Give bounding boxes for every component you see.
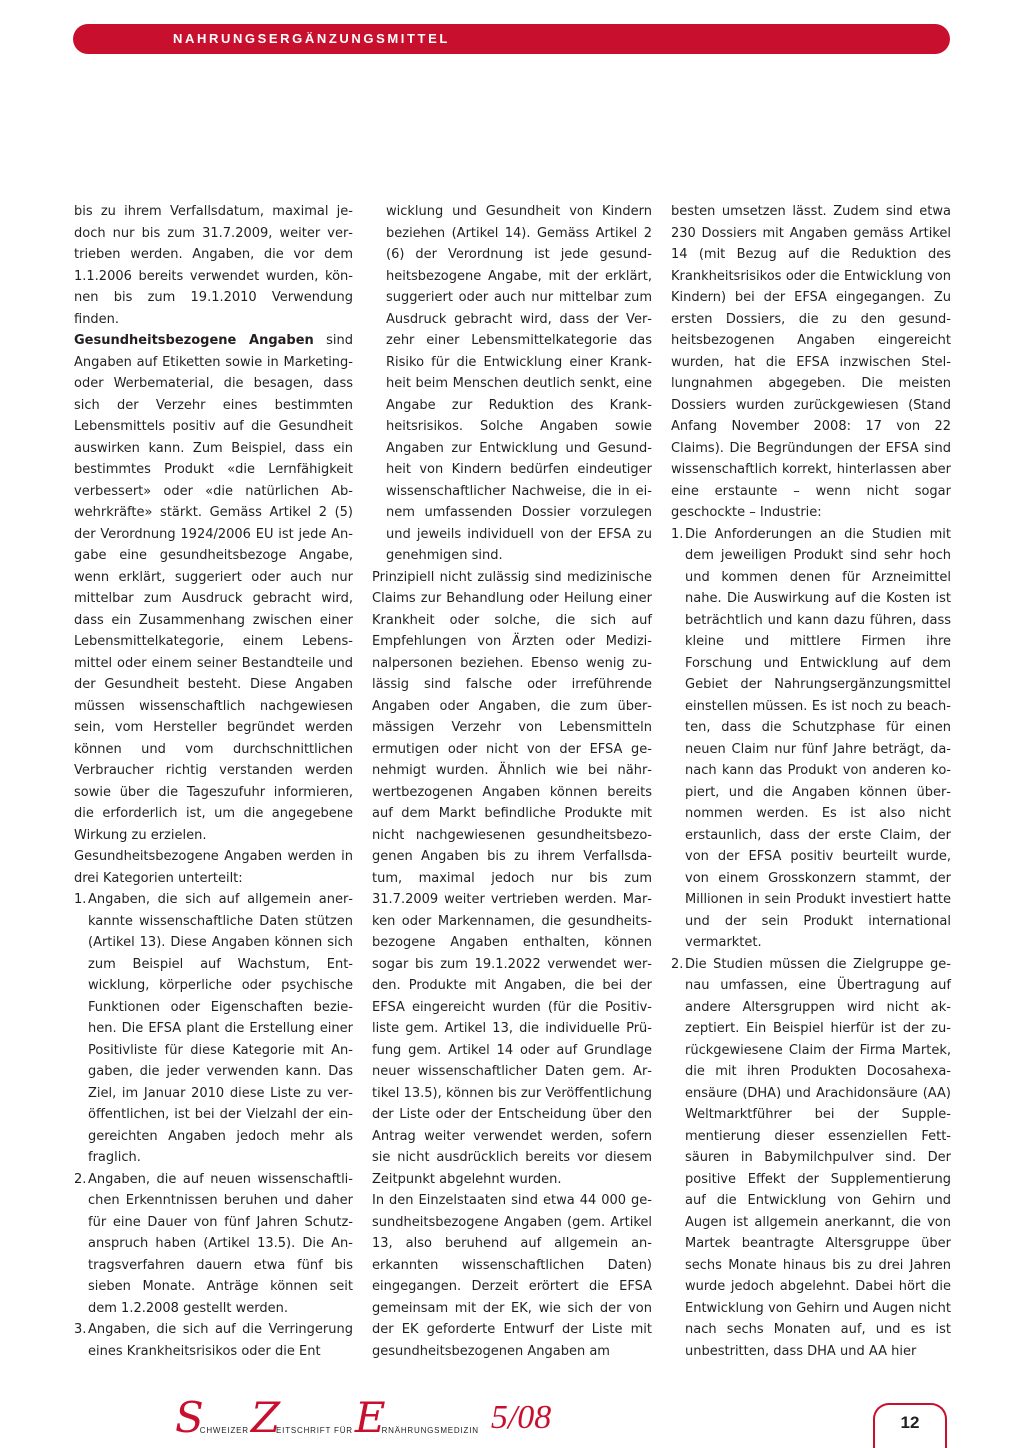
- logo-word-zeitschrift: EITSCHRIFT FÜR: [276, 1426, 353, 1435]
- list-item-number: 2.: [671, 956, 684, 972]
- paragraph: wicklung und Gesundheit von Kindern beziehen (Artikel 14). Gemäss Artikel 2 (6) der Verordnung ist jede gesundheitsbezogene Angabe, mit der erklärt, suggeriert oder auch nur mittelbar zum Ausdruck gebracht wird, dass der Verzehr einer Lebensmittelkategorie das Risiko für die Entwicklung einer Krankheit beim Menschen deutlich senkt, eine Angabe zur Reduktion des Krankheitsrisikos. Solche Angaben sowie Angaben zur Entwicklung und Gesundheit von Kindern bedürfen eindeutiger wissenschaftlicher Nachweise, die in einem umfassenden Dossier vorzulegen und jeweils individuell von der EFSA zu genehmigen sind.: [386, 204, 652, 563]
- paragraph: [74, 330, 353, 846]
- logo-letter-s: S: [175, 1393, 204, 1442]
- section-header-bar: [73, 24, 950, 54]
- list-item: [671, 954, 951, 1363]
- list-item: [74, 1169, 353, 1320]
- list-item: [74, 889, 353, 1169]
- list-item-number: 3.: [74, 1322, 87, 1337]
- journal-logo: [175, 1393, 595, 1443]
- page-number-badge: [873, 1403, 947, 1448]
- text-column-2: [372, 201, 652, 1362]
- list-item-text: Die Studien müssen die Zielgruppe genau umfassen, eine Übertragung auf andere Altersgruppen wird nicht akzeptiert. Ein Beispiel hierfür ist der zurückgewiesene Claim der Firma Martek, die mit ihren Produkten Docosahexaensäure (DHA) und Arachidonsäure (AA) Weltmarktführer bei der Supplementierung dieser essenziellen Fettsäuren in Babymilchpulver sind. Der positive Effekt der Supplementierung auf die Entwicklung von Gehirn und Augen ist allgemein anerkannt, die von Martek beantragte Altersgruppe über sechs Monate hinaus bis zu drei Jahren wurde jedoch abgelehnt. Dabei hört die Entwicklung von Gehirn und Augen nicht nach sechs Monaten auf, und es ist unbestritten, dass DHA und AA hier: [685, 956, 951, 1359]
- list-item-number: 1.: [671, 526, 684, 542]
- page-number: 12: [900, 1413, 920, 1432]
- list-item-number: 1.: [74, 892, 87, 907]
- section-title: NAHRUNGSERGÄNZUNGSMITTEL: [173, 31, 450, 46]
- list-item-text: Angaben, die sich auf allgemein anerkannte wissenschaftliche Daten stützen (Artikel 13). Diese Angaben können sich zum Beispiel auf Wachstum, Entwicklung, körperliche oder psychische Funktionen oder Eigenschaften beziehen. Die EFSA plant die Erstellung einer Positivliste für diese Kategorie mit Angaben, die jeder verwenden kann. Das Ziel, im Januar 2010 diese Liste zu veröffentlichen, ist bei der Vielzahl der eingereichten Angaben jedoch mehr als fraglich.: [88, 892, 353, 1165]
- logo-letter-z: Z: [250, 1393, 281, 1442]
- paragraph: besten umsetzen lässt. Zudem sind etwa 230 Dossiers mit Angaben gemäss Artikel 14 (mit Bezug auf die Reduktion des Krankheitsrisikos oder die Entwicklung von Kindern) bei der EFSA eingegangen. Zu ersten Dossiers, die zu den gesundheitsbezogenen Angaben eingereicht wurden, hat die EFSA inzwischen Stellungnahmen abgegeben. Die meisten Dossiers wurden zurückgewiesen (Stand Anfang November 2008: 17 von 22 Claims). Die Begründungen der EFSA sind wissenschaftlich korrekt, hinterlassen aber eine erstaunte – wenn nicht sogar geschockte – Industrie:: [671, 204, 951, 520]
- text-column-1: [74, 201, 353, 1362]
- issue-number: 5/08: [490, 1399, 552, 1436]
- list-item: [671, 524, 951, 954]
- paragraph: Prinzipiell nicht zulässig sind medizinische Claims zur Behandlung oder Heilung einer Krankheit oder solche, die sich auf Empfehlungen von Ärzten oder Medizinalpersonen beziehen. Ebenso wenig zulässig sind falsche oder irreführende Angaben oder Angaben, die zum übermässigen Verzehr von Lebensmitteln ermutigen oder nicht von der EFSA genehmigt wurden. Ähnlich wie bei nährwertbezogenen Angaben können bereits auf dem Markt befindliche Produkte mit nicht nachgewiesenen gesundheitsbezogenen Angaben bis zu ihrem Verfallsdatum, maximal jedoch nur bis zum 31.7.2009 weiter vertrieben werden. Marken oder Markennamen, die gesundheitsbezogene Angaben enthalten, können sogar bis zum 19.1.2022 verwendet werden. Produkte mit Angaben, die bei der EFSA eingereicht wurden (für die Positivliste gem. Artikel 13, die individuelle Prüfung gem. Artikel 14 oder auf Grundlage neuer wissenschaftlicher Daten gem. Artikel 13.5), können bis zur Veröffentlichung der Liste oder der Entscheidung über den Antrag weiter verwendet werden, sofern sie nicht ausdrücklich bereits vor diesem Zeitpunkt abgelehnt wurden.: [372, 569, 652, 1187]
- paragraph-lead: Gesundheitsbezogene Angaben: [74, 333, 314, 348]
- list-item-text: Angaben, die auf neuen wissenschaftlichen Erkenntnissen beruhen und daher für eine Dauer von fünf Jahren Schutzanspruch haben (Artikel 13.5). Die Antragsverfahren dauern etwa fünf bis sieben Monate. Anträge können seit dem 1.2.2008 gestellt werden.: [88, 1171, 353, 1316]
- logo-word-ernaehrungsmedizin: RNÄHRUNGSMEDIZIN: [381, 1426, 479, 1435]
- logo-letter-e: E: [354, 1393, 386, 1442]
- list-item-number: 2.: [74, 1171, 87, 1187]
- list-item-text: Angaben, die sich auf die Verringerung eines Krankheitsrisikos oder die Ent: [88, 1322, 353, 1359]
- paragraph-body: sind Angaben auf Etiketten sowie in Marketing- oder Werbematerial, die besagen, dass sich der Verzehr eines bestimmten Lebensmittels positiv auf die Gesundheit auswirken kann. Zum Beispiel, dass ein bestimmtes Produkt «die Lernfähigkeit verbessert» oder «die natürlichen Abwehrkräfte» stärkt. Gemäss Artikel 2 (5) der Verordnung 1924/2006 EU ist jede Angabe eine gesundheitsbezoge Angabe, wenn erklärt, suggeriert oder auch nur mittelbar zum Ausdruck gebracht wird, dass ein Zusammenhang zwischen einer Lebensmittelkategorie, einem Lebensmittel oder einem seiner Bestandteile und der Gesundheit besteht. Diese Angaben müssen wissenschaftlich nachgewiesen sein, vom Hersteller begründet werden können und vom durchschnittlichen Verbraucher richtig verstanden werden sowie über die Tageszufuhr informieren, die erforderlich ist, um die angegebene Wirkung zu erzielen.: [74, 333, 353, 843]
- paragraph: Gesundheitsbezogene Angaben werden in drei Kategorien unterteilt:: [74, 849, 353, 886]
- paragraph: bis zu ihrem Verfallsdatum, maximal jedoch nur bis zum 31.7.2009, weiter vertrieben werden. Angaben, die vor dem 1.1.2006 bereits verwendet wurden, können bis zum 19.1.2010 Verwendung finden.: [74, 204, 353, 327]
- list-item-text: Die Anforderungen an die Studien mit dem jeweiligen Produkt sind sehr hoch und kommen denen für Arzneimittel nahe. Die Auswirkung auf die Kosten ist beträchtlich und kann dazu führen, dass kleine und mittlere Firmen ihre Forschung und Entwicklung auf dem Gebiet der Nahrungsergänzungsmittel einstellen müssen. Es ist noch zu beachten, dass die Schutzphase für einen neuen Claim nur fünf Jahre beträgt, danach kann das Produkt von anderen kopiert, und die Angaben können übernommen werden. Es ist also nicht erstaunlich, dass der erste Claim, der von der EFSA positiv beurteilt wurde, von einem Grosskonzern stammt, der Millionen in sein Produkt investiert hatte und der sein Produkt international vermarktet.: [685, 526, 951, 950]
- logo-word-schweizer: CHWEIZER: [199, 1426, 249, 1435]
- list-item: [74, 1319, 353, 1362]
- text-column-3: [671, 201, 951, 1362]
- paragraph: In den Einzelstaaten sind etwa 44 000 gesundheitsbezogene Angaben (gem. Artikel 13, also beruhend auf allgemein anerkannten wissenschaftlichen Daten) eingegangen. Derzeit erörtert die EFSA gemeinsam mit der EK, wie sich der von der EK geforderte Entwurf der Liste mit gesundheitsbezogenen Angaben am: [372, 1193, 652, 1359]
